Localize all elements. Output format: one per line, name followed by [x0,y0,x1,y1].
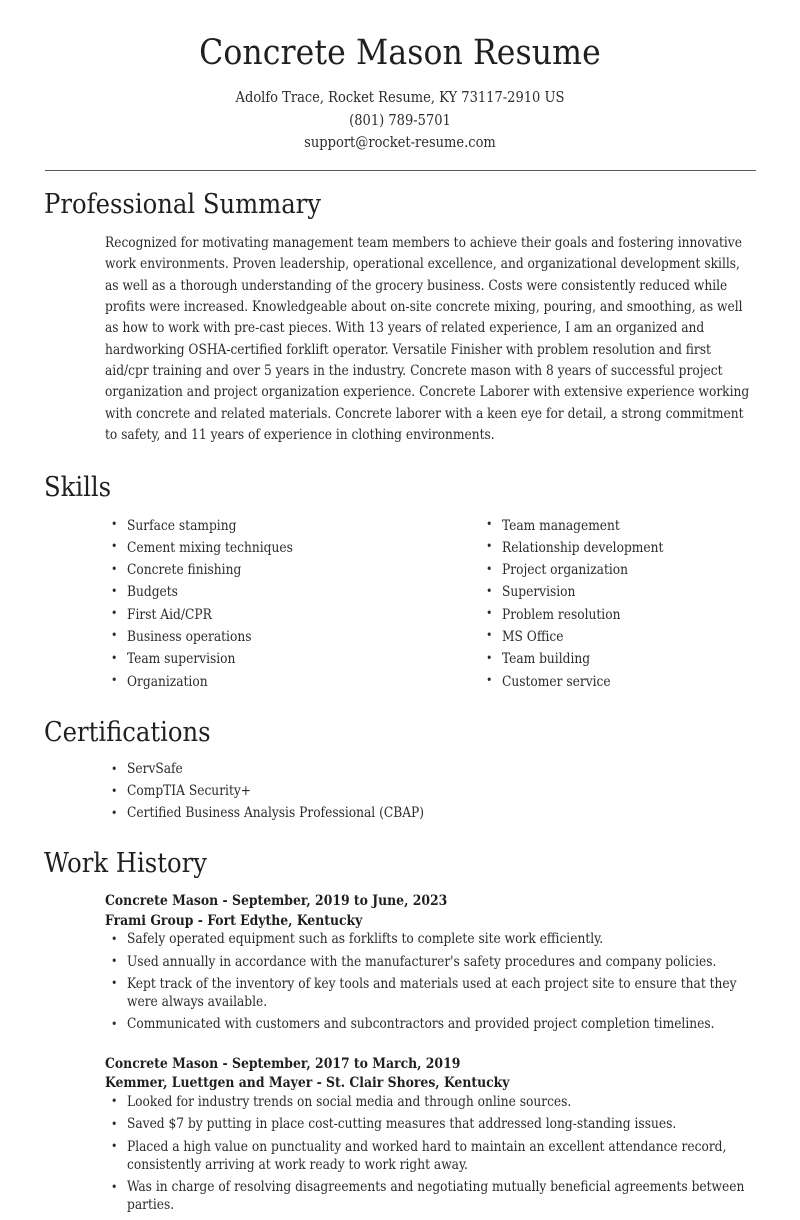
section-heading-work-history: Work History [44,847,207,879]
skill-label: Concrete finishing [127,562,242,579]
job-bullet-label: Used annually in accordance with the manufacturer's safety procedures and company policies. [127,953,717,970]
job-title-line: Concrete Mason - September, 2019 to June, 2023 [105,892,448,909]
certification-label: CompTIA Security+ [127,783,252,800]
skill-label: Team supervision [127,651,236,668]
certification-label: Certified Business Analysis Professional (CBAP) [127,805,425,822]
skill-label: Organization [127,673,208,690]
section-skills [0,472,800,695]
list-item [105,805,755,827]
job-bullet-label: Communicated with customers and subcontractors and provided project completion timelines. [127,1016,715,1033]
job-bullets [105,931,755,1039]
certifications-list [105,761,755,827]
skill-label: Surface stamping [127,517,237,534]
skill-label: Team building [502,651,591,668]
page-title: Concrete Mason Resume [199,33,601,73]
section-heading-summary: Professional Summary [44,188,322,220]
work-history-body [44,892,755,1220]
job-bullet-label: Safely operated equipment such as forklifts to complete site work efficiently. [127,931,604,948]
skills-list-right [480,517,755,695]
job-company-line: Frami Group - Fort Edythe, Kentucky [105,912,363,929]
job-title-line: Concrete Mason - September, 2017 to March, 2019 [105,1055,461,1072]
list-item [105,517,430,539]
section-heading-skills: Skills [44,472,112,504]
list-item [480,606,755,628]
list-item [480,583,755,605]
list-item [105,628,430,650]
skills-columns [105,517,755,695]
skill-label: Budgets [127,584,178,601]
skill-label: First Aid/CPR [127,606,212,623]
summary-body [44,233,755,446]
job-bullets [105,1094,755,1220]
skill-label: Relationship development [502,539,664,556]
list-item [105,606,430,628]
list-item [480,517,755,539]
skills-column-right [430,517,755,695]
list-item [480,673,755,695]
list-item [105,583,430,605]
skill-label: Customer service [502,673,611,690]
list-item [105,1094,755,1116]
section-professional-summary [0,189,800,447]
skill-label: Project organization [502,562,629,579]
skills-body [44,517,755,695]
certification-label: ServSafe [127,761,183,778]
list-item [105,954,755,976]
section-heading-certifications: Certifications [44,716,211,748]
list-item [105,673,430,695]
section-work-history [0,848,800,1220]
list-item [105,761,755,783]
list-item [480,650,755,672]
skills-list-left [105,517,430,695]
job-entry [105,892,755,1039]
list-item [105,650,430,672]
list-item [105,561,430,583]
list-item [480,539,755,561]
summary-text: Recognized for motivating management team members to achieve their goals and fostering innovative work environments. Proven leadership, operational excellence, and organizational development skills, as well as a thorough understanding of the grocery business. Costs were consistently reduced while profits were increased. Knowledgeable about on-site concrete mixing, pouring, and smoothing, as well as how to work with pre-cast pieces. With 13 years of related experience, I am an organized and hardworking OSHA-certified forklift operator. Versatile Finisher with problem resolution and first aid/cpr training and over 5 years in the industry. Concrete mason with 8 years of successful project organization and project organization experience. Concrete Laborer with extensive experience working with concrete and related materials. Concrete laborer with a keen eye for detail, a strong commitment to safety, and 11 years of experience in clothing environments. [105,234,750,443]
job-bullet-label: Was in charge of resolving disagreements and negotiating mutually beneficial agreements between parties. [127,1179,745,1214]
skill-label: Business operations [127,628,252,645]
list-item [480,628,755,650]
skill-label: Team management [502,517,620,534]
skill-label: Problem resolution [502,606,621,623]
list-item [105,976,755,1016]
list-item [105,1016,755,1038]
skill-label: Supervision [502,584,576,601]
job-entry [105,1055,755,1220]
job-bullet-label: Kept track of the inventory of key tools and materials used at each project site to ensure that they were always available. [127,975,737,1010]
job-bullet-label: Saved $7 by putting in place cost-cutting measures that addressed long-standing issues. [127,1116,677,1133]
list-item [105,1116,755,1138]
list-item [105,539,430,561]
certifications-body [44,761,755,827]
list-item [480,561,755,583]
section-certifications [0,717,800,828]
list-item [105,931,755,953]
list-item [105,783,755,805]
job-company-line: Kemmer, Luettgen and Mayer - St. Clair Shores, Kentucky [105,1075,510,1092]
job-bullet-label: Placed a high value on punctuality and worked hard to maintain an excellent attendance record, consistently arriving at work ready to work right away. [127,1138,727,1173]
resume-header [0,0,800,155]
list-item [105,1139,755,1179]
skill-label: Cement mixing techniques [127,539,293,556]
list-item [105,1179,755,1219]
skill-label: MS Office [502,628,564,645]
contact-address: Adolfo Trace, Rocket Resume, KY 73117-2910 US [235,90,565,107]
job-bullet-label: Looked for industry trends on social media and through online sources. [127,1093,572,1110]
skills-column-left [105,517,430,695]
contact-email: support@rocket-resume.com [304,135,496,152]
contact-phone: (801) 789-5701 [349,112,451,129]
